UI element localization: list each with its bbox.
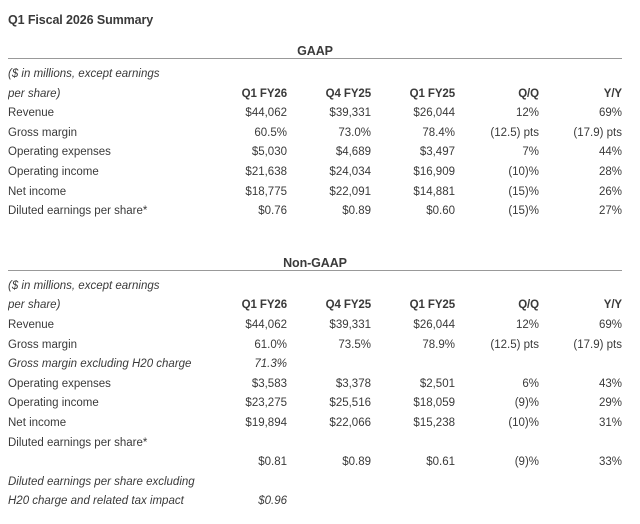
value-cell: $26,044 (413, 107, 455, 120)
value-cell (455, 473, 539, 493)
value-cell (287, 492, 371, 512)
value-cell: 69% (598, 318, 622, 331)
value-cell: $26,044 (413, 318, 455, 331)
table-body (8, 104, 622, 222)
value-cell: $0.61 (426, 456, 455, 469)
row-label: Gross margin (8, 126, 78, 139)
column-header: Q4 FY25 (325, 87, 371, 100)
value-cell: $39,331 (329, 318, 371, 331)
tables-host (8, 44, 622, 512)
value-cell: $18,775 (245, 185, 287, 198)
value-cell: $3,583 (251, 377, 287, 390)
value-cell: $21,638 (245, 165, 287, 178)
table-row (8, 355, 622, 375)
value-cell (287, 355, 371, 375)
row-label: Net income (8, 185, 67, 198)
table-caption (8, 271, 207, 316)
table-row (8, 202, 622, 222)
column-header: Q1 FY25 (409, 299, 455, 312)
value-cell: 6% (522, 377, 539, 390)
value-cell: 61.0% (254, 338, 287, 351)
value-cell: $0.60 (426, 205, 455, 218)
table-head (8, 59, 622, 104)
value-cell (455, 492, 539, 512)
value-cell: $0.89 (342, 205, 371, 218)
value-cell: 44% (598, 146, 622, 159)
value-cell: $3,378 (335, 377, 371, 390)
value-cell: $2,501 (419, 377, 455, 390)
table-caption (8, 59, 207, 104)
table-row (8, 163, 622, 183)
header-row (8, 59, 622, 104)
column-header: Q1 FY26 (241, 87, 287, 100)
table-row (8, 143, 622, 163)
table-row (8, 124, 622, 144)
value-cell: $18,059 (413, 397, 455, 410)
value-cell (287, 473, 371, 493)
value-cell (371, 492, 455, 512)
column-header: Q1 FY25 (409, 87, 455, 100)
value-cell: $0.81 (258, 456, 287, 469)
table-row (8, 453, 622, 473)
value-cell: $44,062 (245, 107, 287, 120)
value-cell (539, 473, 622, 493)
caption-line-1: ($ in millions, except earnings (8, 68, 160, 80)
section-gaap (8, 44, 622, 222)
value-cell: (17.9) pts (573, 338, 622, 351)
value-cell: (15)% (508, 185, 539, 198)
row-label: H20 charge and related tax impact (8, 495, 184, 508)
column-header: Q4 FY25 (325, 299, 371, 312)
section-title: Non-GAAP (283, 255, 347, 270)
value-cell: 69% (598, 107, 622, 120)
value-cell: (15)% (508, 205, 539, 218)
value-cell: 27% (598, 205, 622, 218)
table-head (8, 271, 622, 316)
value-cell: 71.3% (254, 358, 287, 371)
row-label: Diluted earnings per share* (8, 436, 148, 449)
column-header: Q/Q (518, 299, 539, 312)
table-row (8, 104, 622, 124)
value-cell: 43% (598, 377, 622, 390)
column-header: Q/Q (518, 87, 539, 100)
value-cell: 12% (515, 318, 539, 331)
value-cell (455, 355, 539, 375)
value-cell: $14,881 (413, 185, 455, 198)
table-row (8, 434, 622, 454)
table-row (8, 375, 622, 395)
value-cell: 60.5% (254, 126, 287, 139)
table-row (8, 414, 622, 434)
row-label: Operating expenses (8, 146, 111, 159)
value-cell: (17.9) pts (573, 126, 622, 139)
value-cell: 78.4% (422, 126, 455, 139)
column-header: Q1 FY26 (241, 299, 287, 312)
value-cell: (12.5) pts (490, 338, 539, 351)
value-cell: (10)% (508, 416, 539, 429)
row-label: Operating income (8, 397, 99, 410)
financials-table-gaap (8, 59, 622, 222)
value-cell (371, 434, 455, 454)
caption-line-2: per share) (8, 299, 61, 312)
value-cell: $23,275 (245, 397, 287, 410)
value-cell (539, 355, 622, 375)
row-label: Gross margin (8, 338, 78, 351)
caption-line-2: per share) (8, 87, 61, 100)
value-cell: 28% (598, 165, 622, 178)
row-label: Operating income (8, 165, 99, 178)
value-cell: 78.9% (422, 338, 455, 351)
value-cell: $0.76 (258, 205, 287, 218)
caption-line-1: ($ in millions, except earnings (8, 279, 160, 292)
header-row (8, 271, 622, 316)
value-cell: $5,030 (251, 146, 287, 159)
value-cell: $39,331 (329, 107, 371, 120)
value-cell: $25,516 (329, 397, 371, 410)
value-cell: 31% (598, 416, 622, 429)
value-cell: $22,091 (329, 185, 371, 198)
value-cell: $0.89 (342, 456, 371, 469)
row-label (8, 453, 207, 473)
table-body (8, 316, 622, 512)
value-cell (207, 473, 287, 493)
table-row (8, 473, 622, 493)
value-cell: (12.5) pts (490, 126, 539, 139)
table-row (8, 394, 622, 414)
table-row (8, 492, 622, 512)
value-cell: 33% (598, 456, 622, 469)
row-label: Diluted earnings per share* (8, 205, 148, 218)
value-cell (371, 355, 455, 375)
value-cell: 29% (598, 397, 622, 410)
value-cell: $15,238 (413, 416, 455, 429)
row-label: Diluted earnings per share excluding (8, 475, 195, 488)
value-cell (455, 434, 539, 454)
value-cell: (9)% (514, 456, 539, 469)
value-cell (287, 434, 371, 454)
value-cell: (9)% (514, 397, 539, 410)
value-cell: 7% (522, 146, 539, 159)
section-title: GAAP (297, 44, 333, 58)
value-cell (539, 434, 622, 454)
value-cell: $0.96 (258, 495, 287, 508)
column-header: Y/Y (603, 299, 622, 312)
value-cell (207, 434, 287, 454)
value-cell: 73.0% (338, 126, 371, 139)
value-cell: $22,066 (329, 416, 371, 429)
value-cell: 26% (598, 185, 622, 198)
row-label: Revenue (8, 318, 55, 331)
financials-table-non-gaap (8, 271, 622, 512)
value-cell: (10)% (508, 165, 539, 178)
section-non-gaap (8, 256, 622, 512)
value-cell: $4,689 (335, 146, 371, 159)
value-cell: 73.5% (338, 338, 371, 351)
value-cell: $44,062 (245, 318, 287, 331)
table-row (8, 183, 622, 203)
table-row (8, 316, 622, 336)
row-label: Revenue (8, 107, 55, 120)
row-label: Operating expenses (8, 377, 111, 390)
value-cell: 12% (515, 107, 539, 120)
value-cell (539, 492, 622, 512)
table-row (8, 336, 622, 356)
value-cell: $16,909 (413, 165, 455, 178)
column-header: Y/Y (603, 87, 622, 100)
value-cell: $24,034 (329, 165, 371, 178)
page-title: Q1 Fiscal 2026 Summary (8, 13, 154, 27)
value-cell: $3,497 (419, 146, 455, 159)
value-cell: $19,894 (245, 416, 287, 429)
row-label: Gross margin excluding H20 charge (8, 358, 192, 371)
value-cell (371, 473, 455, 493)
row-label: Net income (8, 416, 67, 429)
